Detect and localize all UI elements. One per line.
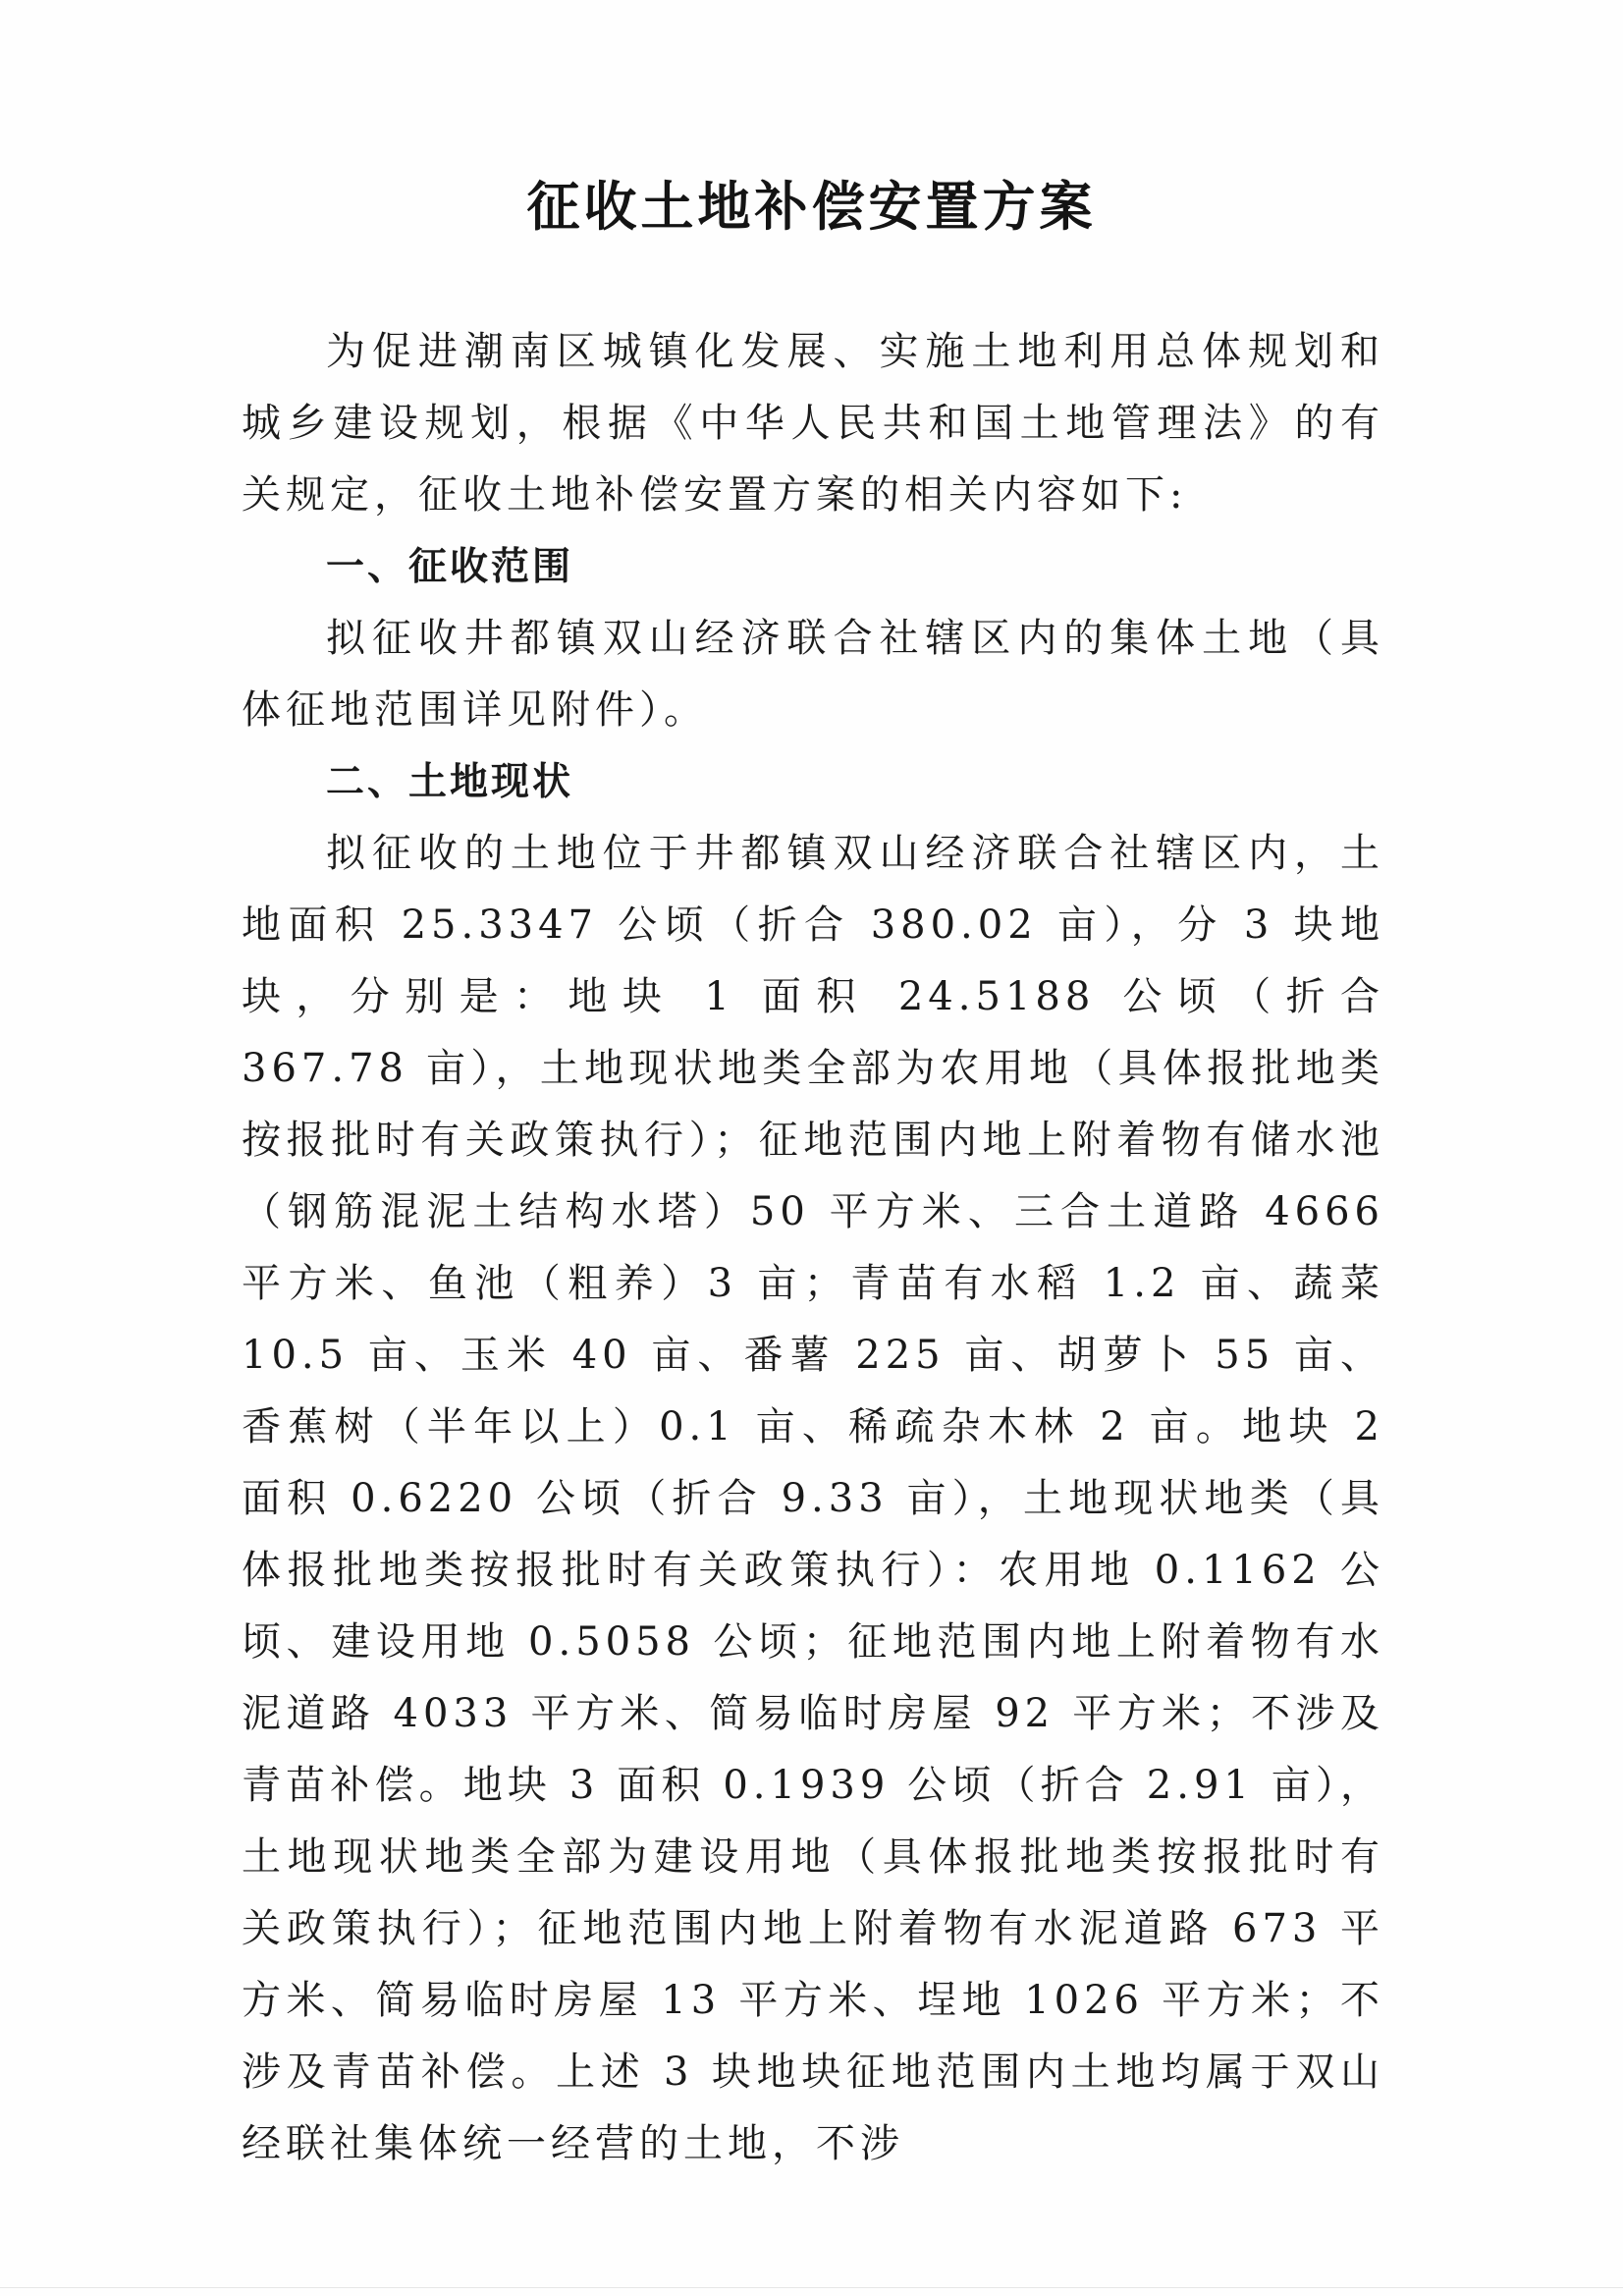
- intro-paragraph: 为促进潮南区城镇化发展、实施土地利用总体规划和城乡建设规划，根据《中华人民共和国土地管理法》的有关规定，征收土地补偿安置方案的相关内容如下:: [242, 329, 1384, 518]
- scan-edge-line: [0, 2287, 1623, 2288]
- section-heading-land-status: 二、土地现状: [326, 760, 574, 804]
- section-heading-scope: 一、征收范围: [326, 545, 574, 589]
- section-text-scope: 拟征收井都镇双山经济联合社辖区内的集体土地（具体征地范围详见附件）。: [242, 616, 1384, 733]
- document-title: 征收土地补偿安置方案: [526, 176, 1097, 238]
- section-text-land-status: 拟征收的土地位于井都镇双山经济联合社辖区内，土地面积 25.3347 公顷（折合 380.02 亩），分 3 块地块，分别是：地块 1 面积 24.5188 公顷（折合 367.78 亩），土地现状地类全部为农用地（具体报批地类按报批时有关政策执行）；征地范围内地上附着物有储水池（钢筋混泥土结构水塔）50 平方米、三合土道路 4666 平方米、鱼池（粗养）3 亩；青苗有水稻 1.2 亩、蔬菜 10.5 亩、玉米 40 亩、番薯 225 亩、胡萝卜 55 亩、香蕉树（半年以上）0.1 亩、稀疏杂木林 2 亩。地块 2 面积 0.6220 公顷（折合 9.33 亩），土地现状地类（具体报批地类按报批时有关政策执行）：农用地 0.1162 公顷、建设用地 0.5058 公顷；征地范围内地上附着物有水泥道路 4033 平方米、简易临时房屋 92 平方米；不涉及青苗补偿。地块 3 面积 0.1939 公顷（折合 2.91 亩），土地现状地类全部为建设用地（具体报批地类按报批时有关政策执行）；征地范围内地上附着物有水泥道路 673 平方米、简易临时房屋 13 平方米、埕地 1026 平方米；不涉及青苗补偿。上述 3 块地块征地范围内土地均属于双山经联社集体统一经营的土地，不涉: [242, 831, 1384, 2166]
- document-body: [242, 316, 1384, 2180]
